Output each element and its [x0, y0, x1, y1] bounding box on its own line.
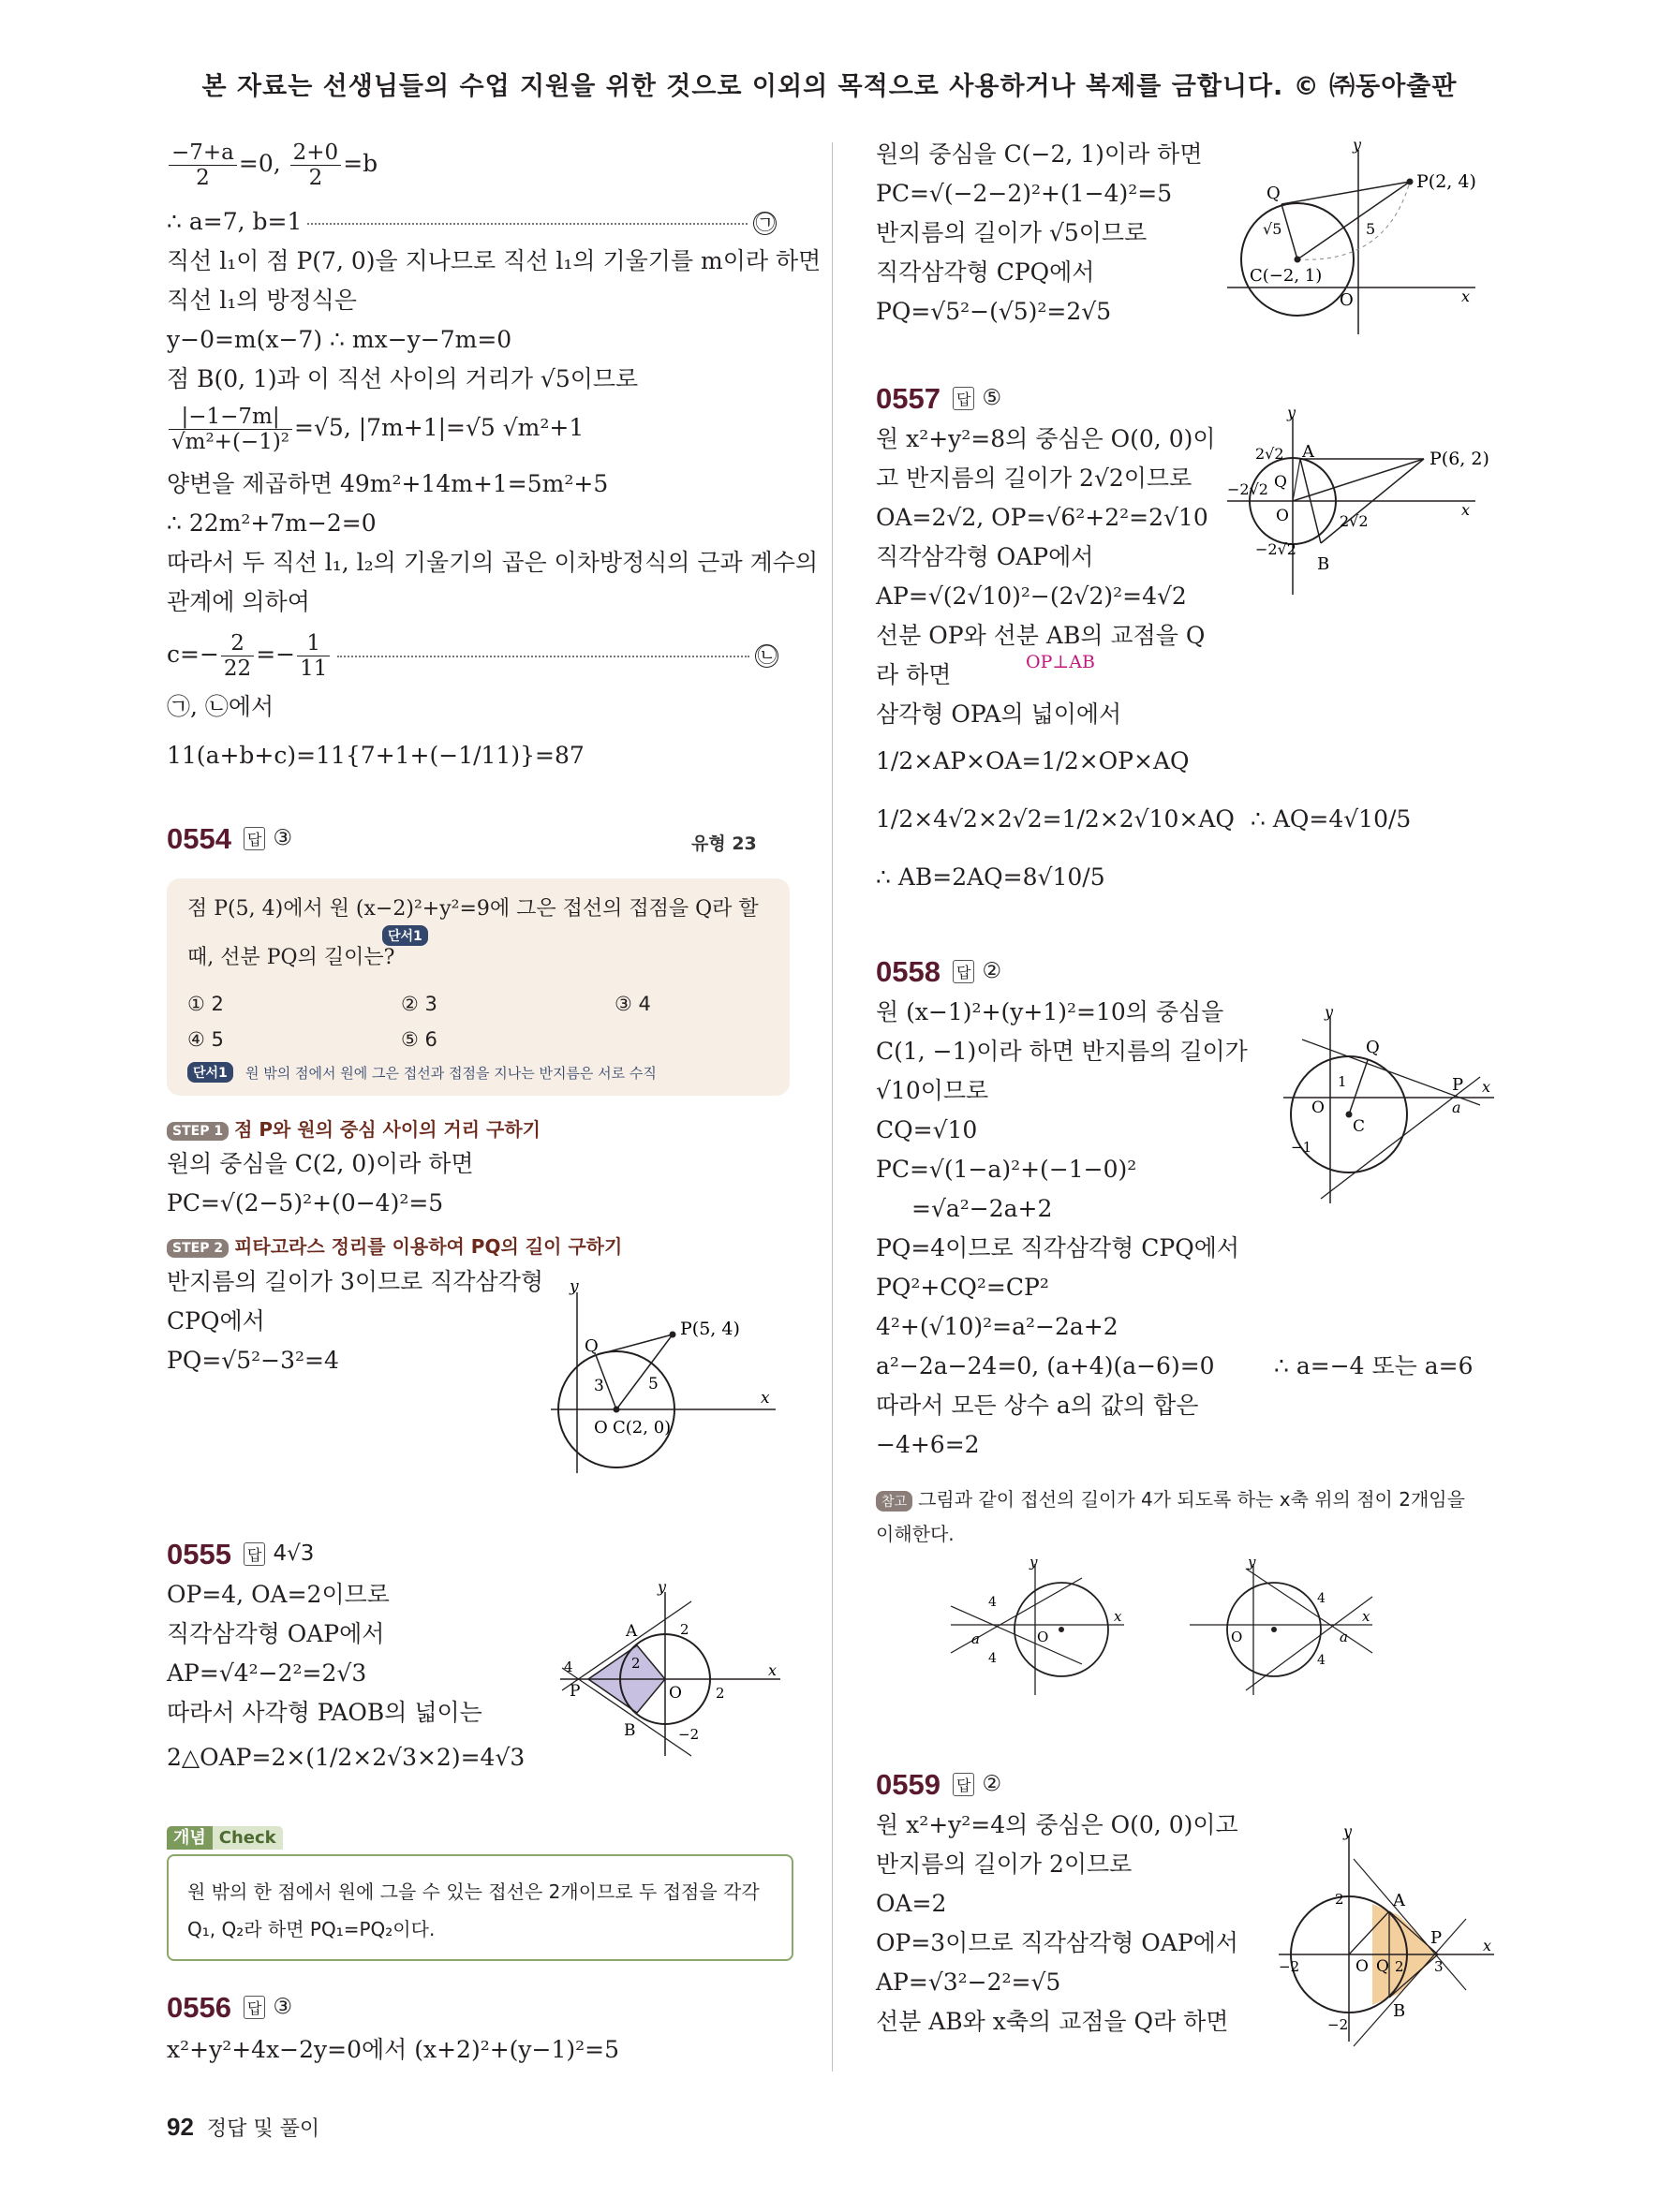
- choice-5: ⑤ 6: [401, 1028, 437, 1051]
- sol-0558-line-2: C(1, −1)이라 하면 반지름의 길이가: [876, 1038, 1248, 1065]
- text-line-4: 직선 l₁의 방정식은: [167, 287, 357, 314]
- svg-text:4: 4: [988, 1595, 997, 1610]
- problem-number-0559: 0559: [876, 1768, 941, 1801]
- svg-text:−2: −2: [1279, 1958, 1300, 1975]
- footer-text: 정답 및 풀이: [206, 2117, 320, 2141]
- text-line-3: 직선 l₁이 점 P(7, 0)을 지나므로 직선 l₁의 기울기를 m이라 하면: [167, 247, 822, 274]
- point-p-label: P: [570, 1682, 581, 1701]
- eq-line-2: ∴ a=7, b=1 ㉠: [167, 208, 776, 235]
- sol-0557-line-6: 선분 OP와 선분 AB의 교점을 Q: [876, 622, 1206, 649]
- svg-text:y: y: [1353, 136, 1362, 154]
- sol-0555-line-2: 직각삼각형 OAP에서: [167, 1620, 385, 1647]
- svg-text:a: a: [1340, 1629, 1348, 1645]
- svg-text:5: 5: [1366, 220, 1376, 238]
- figure-0558: [1283, 1003, 1499, 1208]
- svg-text:−2√2: −2√2: [1227, 480, 1268, 498]
- sol-0558-line-6: =√a²−2a+2: [911, 1195, 1053, 1222]
- sol-0555-line-1: OP=4, OA=2이므로: [167, 1581, 390, 1608]
- svg-text:4: 4: [988, 1651, 997, 1666]
- svg-text:y: y: [1029, 1554, 1038, 1571]
- svg-text:O: O: [1037, 1629, 1049, 1645]
- svg-text:−2: −2: [678, 1726, 700, 1743]
- svg-text:y: y: [658, 1578, 667, 1596]
- step1-line-2: PC=√(2−5)²+(0−4)²=5: [167, 1189, 444, 1217]
- sol-0559-line-3: OA=2: [876, 1890, 947, 1917]
- svg-text:2√2: 2√2: [1255, 445, 1284, 463]
- eq-line-8: 양변을 제곱하면 49m²+14m+1=5m²+5: [167, 470, 609, 497]
- point-b-label: B: [624, 1721, 636, 1740]
- sol-0556-line-3: PC=√(−2−2)²+(1−4)²=5: [876, 180, 1173, 207]
- hint-badge: 단서1: [382, 925, 428, 946]
- sol-0557-line-9: 1/2×AP×OA=1/2×OP×AQ: [876, 747, 1190, 774]
- svg-text:B: B: [1317, 554, 1330, 574]
- sol-0557-line-5: AP=√(2√10)²−(2√2)²=4√2: [876, 582, 1187, 610]
- step2-line-2: CPQ에서: [167, 1307, 265, 1335]
- question-line-1: 점 P(5, 4)에서 원 (x−2)²+y²=9에 그은 접선의 접점을 Q라 할: [187, 897, 759, 921]
- hint-badge-2: 단서1: [187, 1062, 233, 1083]
- sol-0558-line-11: 따라서 모든 상수 a의 값의 합은: [876, 1392, 1199, 1419]
- sol-0557-line-8: 삼각형 OPA의 넓이에서: [876, 700, 1122, 728]
- svg-text:C: C: [1353, 1117, 1366, 1136]
- sol-0558-line-12: −4+6=2: [876, 1431, 980, 1458]
- sol-0556-line-5: 직각삼각형 CPQ에서: [876, 258, 1095, 286]
- svg-text:2: 2: [1395, 1958, 1404, 1975]
- point-a-label: A: [626, 1622, 638, 1641]
- svg-text:1: 1: [1338, 1073, 1347, 1090]
- svg-text:a: a: [971, 1630, 980, 1647]
- perp-annotation: OP⊥AB: [1026, 652, 1095, 672]
- sol-0557-line-10: 1/2×4√2×2√2=1/2×2√10×AQ: [876, 805, 1235, 833]
- sol-0558-line-3: √10이므로: [876, 1077, 989, 1104]
- y-axis-label: y: [570, 1277, 579, 1296]
- hint-text: 원 밖의 점에서 원에 그은 접선과 접점을 지나는 반지름은 서로 수직: [245, 1065, 657, 1082]
- sol-0555-line-5: 2△OAP=2×(1/2×2√3×2)=4√3: [167, 1744, 526, 1771]
- point-q-label: Q: [585, 1336, 599, 1356]
- eq-line-1: $\frac{-7+a}{2}$ =0, $\frac{2+0}{2}$ =b: [167, 140, 378, 190]
- sol-0558-line-5: PC=√(1−a)²+(−1−0)²: [876, 1156, 1137, 1183]
- svg-text:2: 2: [716, 1685, 725, 1702]
- point-p-label: P(5, 4): [680, 1319, 740, 1339]
- answer-0559: 답 ②: [953, 1772, 1001, 1796]
- sol-0558-line-7: PQ=4이므로 직각삼각형 CPQ에서: [876, 1234, 1240, 1261]
- note-figure-right: [1190, 1554, 1377, 1700]
- eq-line-7: $\frac{|-1-7m|}{\text{√m²+(−1)²}}$ =√5, |7m+1|=√5 √m²+1: [167, 405, 584, 454]
- step1-line-1: 원의 중심을 C(2, 0)이라 하면: [167, 1150, 474, 1177]
- answer-0555: 답 4√3: [244, 1541, 314, 1566]
- sol-0556-line-6: PQ=√5²−(√5)²=2√5: [876, 298, 1112, 325]
- svg-text:P(2, 4): P(2, 4): [1416, 171, 1476, 192]
- svg-text:B: B: [1393, 2001, 1406, 2021]
- sol-0557-line-2: 고 반지름의 길이가 2√2이므로: [876, 465, 1192, 492]
- sol-0557-line-3: OA=2√2, OP=√6²+2²=2√10: [876, 504, 1208, 531]
- figure-0555: [560, 1578, 785, 1761]
- svg-text:3: 3: [1434, 1958, 1444, 1975]
- answer-0558: 답 ②: [953, 959, 1001, 983]
- eq-line-9: ∴ 22m²+7m−2=0: [167, 509, 377, 537]
- choice-2: ② 3: [401, 993, 437, 1015]
- choice-4: ④ 5: [187, 1028, 224, 1051]
- text-line-11: 관계에 의하여: [167, 588, 310, 615]
- svg-text:O: O: [1276, 507, 1289, 525]
- svg-text:x: x: [1362, 1608, 1370, 1625]
- svg-text:O: O: [1340, 290, 1354, 310]
- figure-0556: [1227, 136, 1480, 334]
- figure-0554: [551, 1277, 780, 1475]
- step2-line-3: PQ=√5²−3²=4: [167, 1347, 339, 1374]
- eq-line-14: 11(a+b+c)=11{7+1+(−1/11)}=87: [167, 742, 585, 769]
- length-pc-label: 5: [648, 1375, 659, 1394]
- svg-text:O: O: [669, 1684, 682, 1703]
- svg-text:Q: Q: [1376, 1957, 1389, 1976]
- concept-check-box: [167, 1854, 793, 1961]
- answer-0556: 답 ③: [244, 1995, 292, 2019]
- svg-text:y: y: [1343, 1822, 1353, 1840]
- svg-text:x: x: [768, 1661, 778, 1679]
- concept-line-2: Q₁, Q₂라 하면 PQ₁=PQ₂이다.: [187, 1918, 436, 1940]
- svg-text:√5: √5: [1263, 220, 1282, 238]
- svg-text:x: x: [1482, 1078, 1491, 1096]
- sol-0559-line-5: AP=√3²−2²=√5: [876, 1969, 1061, 1996]
- step1-heading: STEP 1 점 P와 원의 중심 사이의 거리 구하기: [167, 1114, 541, 1142]
- answer-0557: 답 ⑤: [953, 386, 1001, 410]
- figure-0557: [1227, 404, 1489, 599]
- concept-check-tag: 개념 Check: [167, 1824, 283, 1849]
- svg-text:P(6, 2): P(6, 2): [1429, 449, 1489, 469]
- question-line-2: 때, 선분 PQ의 길이는?: [187, 946, 395, 969]
- sol-0556-line-1: x²+y²+4x−2y=0에서 (x+2)²+(y−1)²=5: [167, 2036, 620, 2063]
- svg-text:x: x: [1483, 1937, 1492, 1954]
- svg-text:−2: −2: [1327, 2016, 1349, 2033]
- answer-0554: 답 ③: [244, 826, 292, 850]
- svg-text:C(−2, 1): C(−2, 1): [1250, 266, 1323, 286]
- origin-label: O: [594, 1418, 608, 1438]
- svg-text:Q: Q: [1274, 473, 1287, 492]
- svg-text:x: x: [1461, 288, 1471, 305]
- sol-0555-line-3: AP=√4²−2²=2√3: [167, 1659, 367, 1687]
- page-footer: [167, 2113, 319, 2142]
- svg-text:2: 2: [680, 1621, 689, 1638]
- sol-0559-line-6: 선분 AB와 x축의 교점을 Q라 하면: [876, 2008, 1229, 2035]
- page-number: 92: [167, 2113, 194, 2141]
- sol-0559-line-1: 원 x²+y²=4의 중심은 O(0, 0)이고: [876, 1811, 1238, 1838]
- concept-line-1: 원 밖의 한 점에서 원에 그을 수 있는 접선은 2개이므로 두 접점을 각각: [187, 1880, 760, 1903]
- svg-text:O: O: [1355, 1957, 1369, 1976]
- note-figure-left: [951, 1554, 1129, 1700]
- sol-0558-line-10: a²−2a−24=0, (a+4)(a−6)=0: [876, 1352, 1215, 1379]
- svg-text:A: A: [1302, 442, 1314, 462]
- svg-text:y: y: [1325, 1003, 1334, 1021]
- step2-heading: STEP 2 피타고라스 정리를 이용하여 PQ의 길이 구하기: [167, 1231, 622, 1259]
- sol-0558-line-9: 4²+(√10)²=a²−2a+2: [876, 1313, 1118, 1340]
- svg-text:−1: −1: [1291, 1139, 1312, 1156]
- svg-text:x: x: [1114, 1608, 1122, 1625]
- svg-text:y: y: [1248, 1554, 1256, 1571]
- svg-text:x: x: [1461, 501, 1471, 519]
- text-line-13: ㉠, ㉡에서: [167, 693, 274, 720]
- svg-text:Q: Q: [1266, 184, 1281, 203]
- svg-text:O: O: [1231, 1629, 1243, 1645]
- question-box-0554: [167, 878, 790, 1096]
- problem-number-0558: 0558: [876, 955, 941, 988]
- svg-text:P: P: [1430, 1928, 1443, 1948]
- sol-0556-line-2: 원의 중심을 C(−2, 1)이라 하면: [876, 140, 1203, 168]
- sol-0557-line-10b: ∴ AQ=4√10/5: [1251, 805, 1412, 833]
- sol-0559-line-2: 반지름의 길이가 2이므로: [876, 1851, 1133, 1878]
- sol-0557-line-11: ∴ AB=2AQ=8√10/5: [876, 863, 1105, 891]
- svg-text:A: A: [1393, 1891, 1405, 1910]
- problem-number-0556: 0556: [167, 1991, 231, 2024]
- sol-0557-line-1: 원 x²+y²=8의 중심은 O(0, 0)이: [876, 425, 1216, 452]
- step2-line-1: 반지름의 길이가 3이므로 직각삼각형: [167, 1268, 543, 1295]
- sol-0559-line-4: OP=3이므로 직각삼각형 OAP에서: [876, 1929, 1238, 1956]
- note-0558-line-2: 이해한다.: [876, 1523, 955, 1545]
- svg-text:−2√2: −2√2: [1255, 540, 1296, 558]
- text-line-10: 따라서 두 직선 l₁, l₂의 기울기의 곱은 이차방정식의 근과 계수의: [167, 549, 819, 576]
- sol-0558-line-10b: ∴ a=−4 또는 a=6: [1274, 1352, 1474, 1379]
- eq-line-5: y−0=m(x−7) ∴ mx−y−7m=0: [167, 326, 512, 353]
- svg-text:2√2: 2√2: [1340, 512, 1369, 530]
- sol-0555-line-4: 따라서 사각형 PAOB의 넓이는: [167, 1699, 482, 1726]
- note-0558-line-1: 참고 그림과 같이 접선의 길이가 4가 되도록 하는 x축 위의 점이 2개임을: [876, 1484, 1465, 1512]
- radius-label: 3: [594, 1377, 604, 1395]
- sol-0558-line-8: PQ²+CQ²=CP²: [876, 1274, 1049, 1301]
- svg-text:2: 2: [631, 1655, 641, 1672]
- svg-text:4: 4: [1317, 1591, 1326, 1606]
- sol-0558-line-4: CQ=√10: [876, 1116, 978, 1143]
- sol-0557-line-4: 직각삼각형 OAP에서: [876, 543, 1094, 570]
- column-divider: [832, 142, 833, 2072]
- svg-text:P: P: [1452, 1075, 1464, 1095]
- eq-line-12: c=− $\frac{2}{22}$ =− $\frac{1}{11}$ ㉡: [167, 631, 778, 681]
- copyright-header: 본 자료는 선생님들의 수업 지원을 위한 것으로 이외의 목적으로 사용하거나 복제를 금합니다. © ㈜동아출판: [201, 72, 1458, 101]
- svg-text:4: 4: [564, 1659, 573, 1675]
- problem-number-0554: 0554: [167, 822, 231, 855]
- type-label-0554: 유형 23: [691, 833, 757, 854]
- sol-0557-line-7: 라 하면: [876, 661, 952, 688]
- svg-text:O: O: [1311, 1099, 1325, 1117]
- center-c-label: C(2, 0): [613, 1418, 672, 1438]
- choice-1: ① 2: [187, 993, 224, 1015]
- text-line-6: 점 B(0, 1)과 이 직선 사이의 거리가 √5이므로: [167, 365, 639, 392]
- sol-0556-line-4: 반지름의 길이가 √5이므로: [876, 219, 1148, 246]
- svg-text:4: 4: [1317, 1653, 1326, 1668]
- svg-text:a: a: [1452, 1099, 1461, 1116]
- x-axis-label: x: [761, 1389, 770, 1408]
- figure-0559: [1279, 1822, 1499, 2046]
- choice-3: ③ 4: [615, 993, 651, 1015]
- problem-number-0557: 0557: [876, 382, 941, 415]
- svg-text:2: 2: [1335, 1891, 1344, 1908]
- svg-text:Q: Q: [1366, 1038, 1380, 1057]
- problem-number-0555: 0555: [167, 1538, 231, 1571]
- svg-text:y: y: [1287, 404, 1296, 421]
- sol-0558-line-1: 원 (x−1)²+(y+1)²=10의 중심을: [876, 998, 1224, 1025]
